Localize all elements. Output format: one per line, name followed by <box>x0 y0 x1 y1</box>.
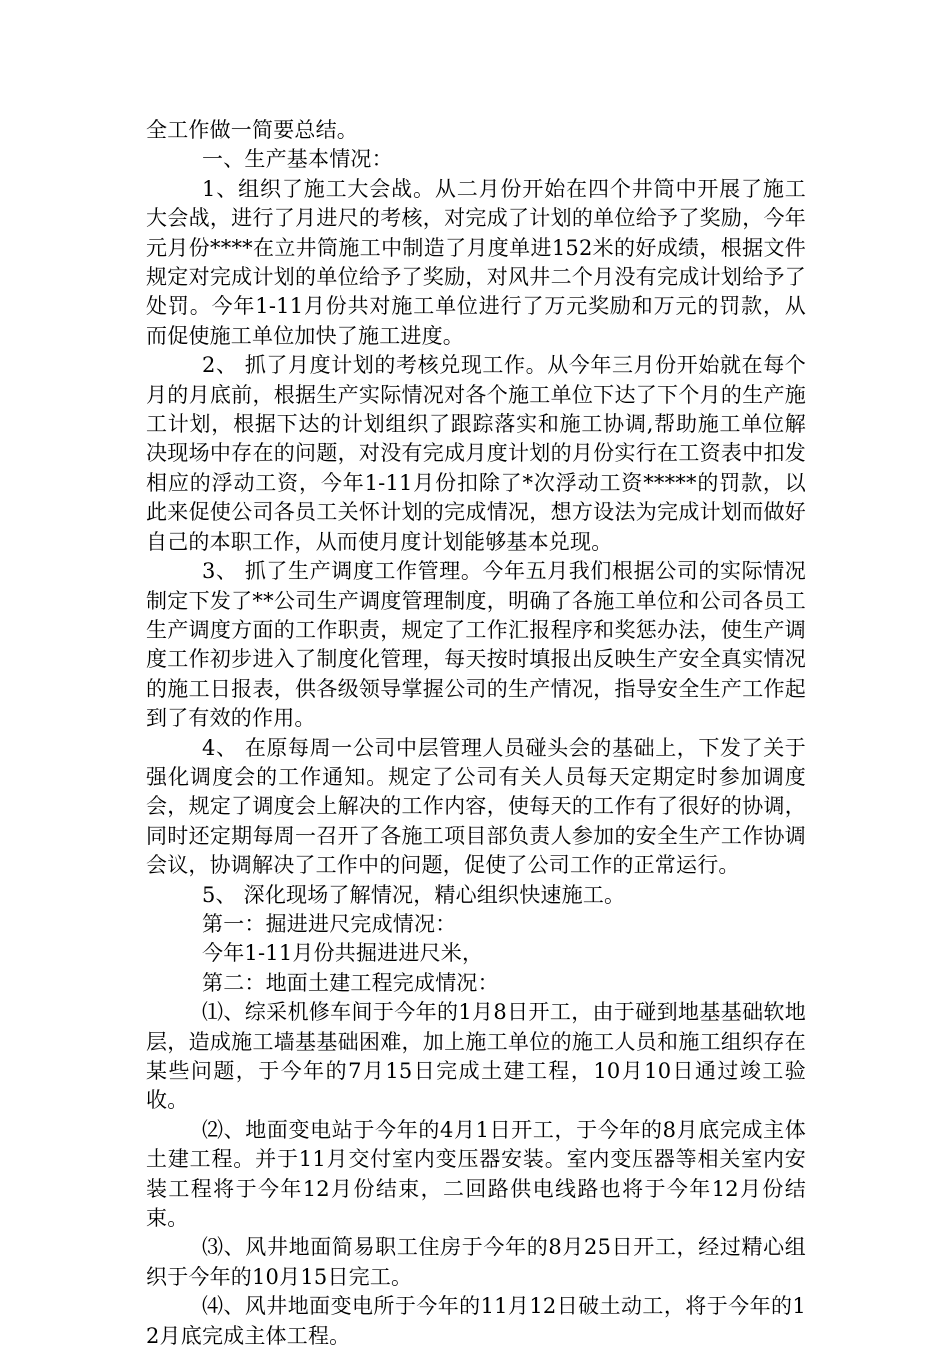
paragraph-sub-2: ⑵、地面变电站于今年的4月1日开工，于今年的8月底完成主体土建工程。并于11月交付室内变压器安装。室内变压器等相关室内安装工程将于今年12月份结束，二回路供电线路也将于今年12月份结束。 <box>146 1117 806 1231</box>
subheading-second: 第二：地面土建工程完成情况： <box>202 970 499 995</box>
document-page <box>146 116 806 1351</box>
paragraph-summary-tail: 全工作做一简要总结。 <box>146 118 358 142</box>
paragraph-sub-4: ⑷、风井地面变电所于今年的11月12日破土动工，将于今年的12月底完成主体工程。 <box>146 1294 806 1348</box>
subheading-first: 第一：掘进进尺完成情况： <box>202 911 457 936</box>
paragraph-item-4: 4、 在原每周一公司中层管理人员碰头会的基础上，下发了关于强化调度会的工作通知。规定了公司有关人员每天定期定时参加调度会，规定了调度会上解决的工作内容，使每天的工作有了很好的协调，同时还定期每周一召开了各施工项目部负责人参加的安全生产工作协调会议，协调解决了工作中的问题，促使了公司工作的正常运行。 <box>146 735 806 878</box>
paragraph-item-5: 5、 深化现场了解情况，精心组织快速施工。 <box>202 882 626 907</box>
paragraph-item-1: 1、组织了施工大会战。从二月份开始在四个井筒中开展了施工大会战，进行了月进尺的考核，对完成了计划的单位给予了奖励，今年元月份****在立井筒施工中制造了月度单进152米的好成绩，根据文件规定对完成计划的单位给予了奖励，对风井二个月没有完成计划给予了处罚。今年1-11月份共对施工单位进行了万元奖励和万元的罚款，从而促使施工单位加快了施工进度。 <box>146 176 806 348</box>
paragraph-item-3: 3、 抓了生产调度工作管理。今年五月我们根据公司的实际情况制定下发了**公司生产调度管理制度，明确了各施工单位和公司各员工生产调度方面的工作职责，规定了工作汇报程序和奖惩办法，使生产调度工作初步进入了制度化管理，每天按时填报出反映生产安全真实情况的施工日报表，供各级领导掌握公司的生产情况，指导安全生产工作起到了有效的作用。 <box>146 559 806 731</box>
paragraph-sub-3: ⑶、风井地面简易职工住房于今年的8月25日开工，经过精心组织于今年的10月15日完工。 <box>146 1235 806 1289</box>
section-heading-production: 一、生产基本情况： <box>202 147 393 172</box>
paragraph-excavation: 今年1-11月份共掘进进尺米， <box>202 941 484 966</box>
paragraph-item-2: 2、 抓了月度计划的考核兑现工作。从今年三月份开始就在每个月的月底前，根据生产实际情况对各个施工单位下达了下个月的生产施工计划，根据下达的计划组织了跟踪落实和施工协调,帮助施工单位解决现场中存在的问题，对没有完成月度计划的月份实行在工资表中扣发相应的浮动工资，今年1-11月份扣除了*次浮动工资*****的罚款，以此来促使公司各员工关怀计划的完成情况，想方设法为完成计划而做好自己的本职工作，从而使月度计划能够基本兑现。 <box>146 353 806 554</box>
paragraph-sub-1: ⑴、综采机修车间于今年的1月8日开工，由于碰到地基基础软地层，造成施工墙基基础困难，加上施工单位的施工人员和施工组织存在某些问题，于今年的7月15日完成土建工程，10月10日通过竣工验收。 <box>146 1000 806 1113</box>
